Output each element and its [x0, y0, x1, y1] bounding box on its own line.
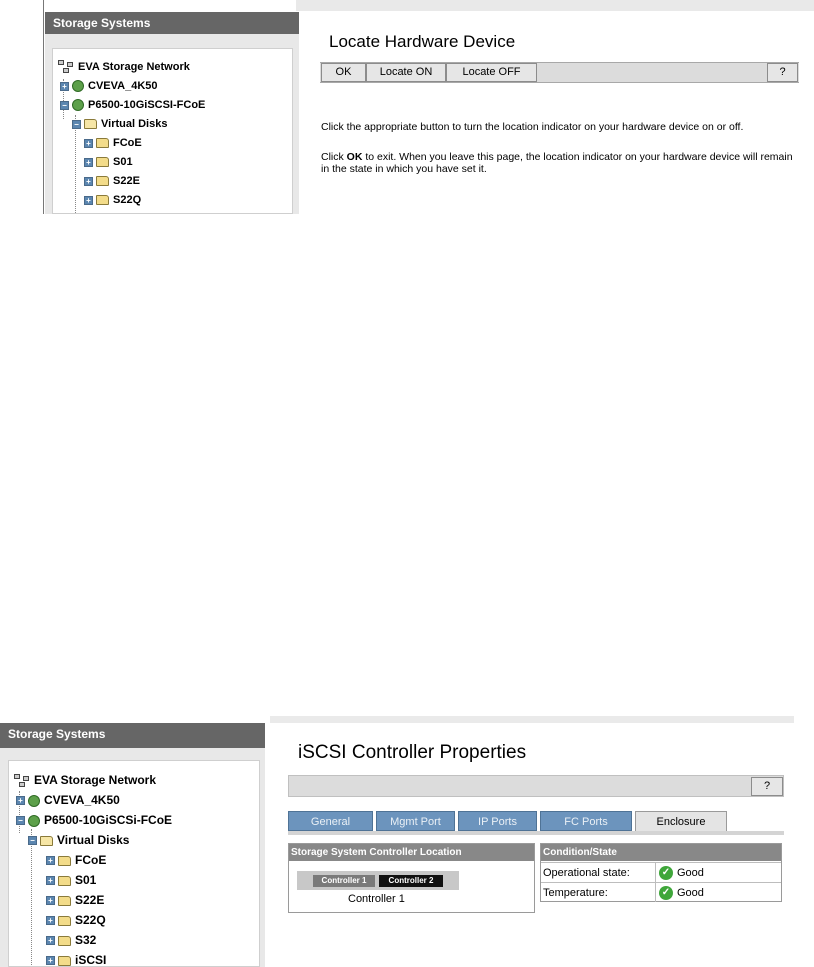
tree-label: CVEVA_4K50 [44, 793, 120, 807]
tree-label: S22Q [75, 913, 106, 927]
tree-item-virtual-disks[interactable] [72, 116, 167, 132]
operational-state-row [541, 862, 781, 882]
folder-icon [96, 176, 109, 186]
collapse-icon[interactable]: − [16, 816, 25, 825]
tree-label: EVA Storage Network [78, 61, 190, 73]
top-bar-strip [270, 716, 794, 723]
exit-instruction-text: Click OK to exit. When you leave this page, the location indicator on your hardware device will remain in the state in which you have set it. [321, 151, 793, 175]
folder-icon [58, 856, 71, 866]
tree-label: FCoE [113, 137, 142, 149]
storage-system-icon [28, 795, 40, 807]
folder-icon [58, 876, 71, 886]
tree-label: Virtual Disks [57, 833, 130, 847]
expand-icon[interactable]: + [84, 196, 93, 205]
folder-open-icon [40, 836, 53, 846]
condition-state-panel [540, 843, 782, 902]
expand-icon[interactable]: + [46, 876, 55, 885]
sidebar-header: Storage Systems [0, 723, 265, 748]
sidebar-header: Storage Systems [45, 12, 299, 34]
tab-underline [288, 831, 784, 835]
collapse-icon[interactable]: − [60, 101, 69, 110]
tree-item-cveva[interactable] [60, 78, 158, 94]
storage-system-icon [72, 80, 84, 92]
help-button[interactable]: ? [767, 63, 798, 82]
tree-item-iscsi[interactable] [46, 952, 106, 967]
page-title: Locate Hardware Device [329, 32, 516, 51]
expand-icon[interactable]: + [16, 796, 25, 805]
ok-button[interactable]: OK [321, 63, 366, 82]
folder-icon [96, 138, 109, 148]
storage-system-icon [72, 99, 84, 111]
tree-label: P6500-10GiSCSI-FCoE [88, 99, 206, 111]
controller-diagram [297, 871, 459, 890]
tree-panel [52, 48, 293, 214]
tree-item-s22e[interactable] [46, 892, 104, 908]
tree-label: S01 [75, 873, 97, 887]
tree-item-s01[interactable] [46, 872, 96, 888]
expand-icon[interactable]: + [84, 158, 93, 167]
temperature-row [541, 882, 781, 902]
expand-icon[interactable]: + [60, 82, 69, 91]
expand-icon[interactable]: + [46, 896, 55, 905]
tree-item-network[interactable] [14, 772, 156, 788]
controller-1-box[interactable]: Controller 1 [313, 875, 375, 887]
expand-icon[interactable]: + [46, 856, 55, 865]
tree-item-s01[interactable] [84, 154, 133, 170]
panel-header: Storage System Controller Location [289, 844, 534, 861]
storage-system-icon [28, 815, 40, 827]
locate-off-button[interactable]: Locate OFF [446, 63, 537, 82]
tree-item-fcoe[interactable] [46, 852, 106, 868]
network-icon [58, 60, 74, 74]
tree-label: S22E [75, 893, 105, 907]
locate-on-button[interactable]: Locate ON [366, 63, 446, 82]
tree-item-p6500[interactable] [16, 812, 172, 828]
tree-item-s22e[interactable] [84, 173, 140, 189]
tree-item-cveva[interactable] [16, 792, 120, 808]
tree-item-s22q[interactable] [46, 912, 106, 928]
check-icon: ✓ [659, 886, 673, 900]
tree-item-fcoe[interactable] [84, 135, 142, 151]
collapse-icon[interactable]: − [72, 120, 81, 129]
instruction-text: Click the appropriate button to turn the location indicator on your hardware device on or off. [321, 121, 744, 133]
tree-label: P6500-10GiSCSi-FCoE [44, 813, 173, 827]
folder-open-icon [84, 119, 97, 129]
folder-icon [58, 916, 71, 926]
folder-icon [96, 157, 109, 167]
tree-item-network[interactable] [58, 59, 190, 75]
expand-icon[interactable]: + [46, 936, 55, 945]
row-label: Operational state: [543, 867, 630, 879]
expand-icon[interactable]: + [46, 956, 55, 965]
tab-enclosure[interactable]: Enclosure [635, 811, 727, 832]
tree-label: S22E [113, 175, 140, 187]
tree-item-p6500[interactable] [60, 97, 205, 113]
tab-fc-ports[interactable]: FC Ports [540, 811, 632, 831]
collapse-icon[interactable]: − [28, 836, 37, 845]
tree-label: Virtual Disks [101, 118, 168, 130]
left-edge-line [43, 0, 44, 214]
tree-item-s32[interactable] [46, 932, 96, 948]
folder-icon [58, 896, 71, 906]
tree-label: S32 [75, 933, 97, 947]
row-label: Temperature: [543, 887, 608, 899]
tree-label: CVEVA_4K50 [88, 80, 158, 92]
controller-2-box[interactable]: Controller 2 [379, 875, 443, 887]
controller-caption: Controller 1 [348, 893, 405, 905]
tree-label: S22Q [113, 194, 142, 206]
folder-icon [58, 936, 71, 946]
folder-icon [58, 956, 71, 966]
expand-icon[interactable]: + [84, 139, 93, 148]
tree-panel [8, 760, 260, 967]
help-button[interactable]: ? [751, 777, 783, 796]
expand-icon[interactable]: + [84, 177, 93, 186]
expand-icon[interactable]: + [46, 916, 55, 925]
tab-general[interactable]: General [288, 811, 373, 831]
tab-strip [288, 811, 784, 835]
toolbar [320, 62, 799, 83]
toolbar [288, 775, 784, 797]
panel-header: Condition/State [541, 844, 781, 861]
tree-label: FCoE [75, 853, 107, 867]
network-icon [14, 774, 30, 788]
controller-location-panel [288, 843, 535, 913]
check-icon: ✓ [659, 866, 673, 880]
top-bar-strip [296, 0, 814, 11]
tree-item-virtual-disks[interactable] [28, 832, 129, 848]
tree-label: iSCSI [75, 953, 107, 967]
tree-label: S01 [113, 156, 133, 168]
tab-mgmt-port[interactable]: Mgmt Port [376, 811, 455, 831]
row-value: ✓ Good [659, 863, 704, 883]
tree-label: EVA Storage Network [34, 773, 157, 787]
tab-ip-ports[interactable]: IP Ports [458, 811, 537, 831]
folder-icon [96, 195, 109, 205]
sidebar-2 [0, 723, 265, 967]
page-title: iSCSI Controller Properties [298, 742, 527, 763]
tree-item-s22q[interactable] [84, 192, 141, 208]
sidebar-1 [45, 12, 299, 214]
row-value: ✓ Good [659, 883, 704, 903]
